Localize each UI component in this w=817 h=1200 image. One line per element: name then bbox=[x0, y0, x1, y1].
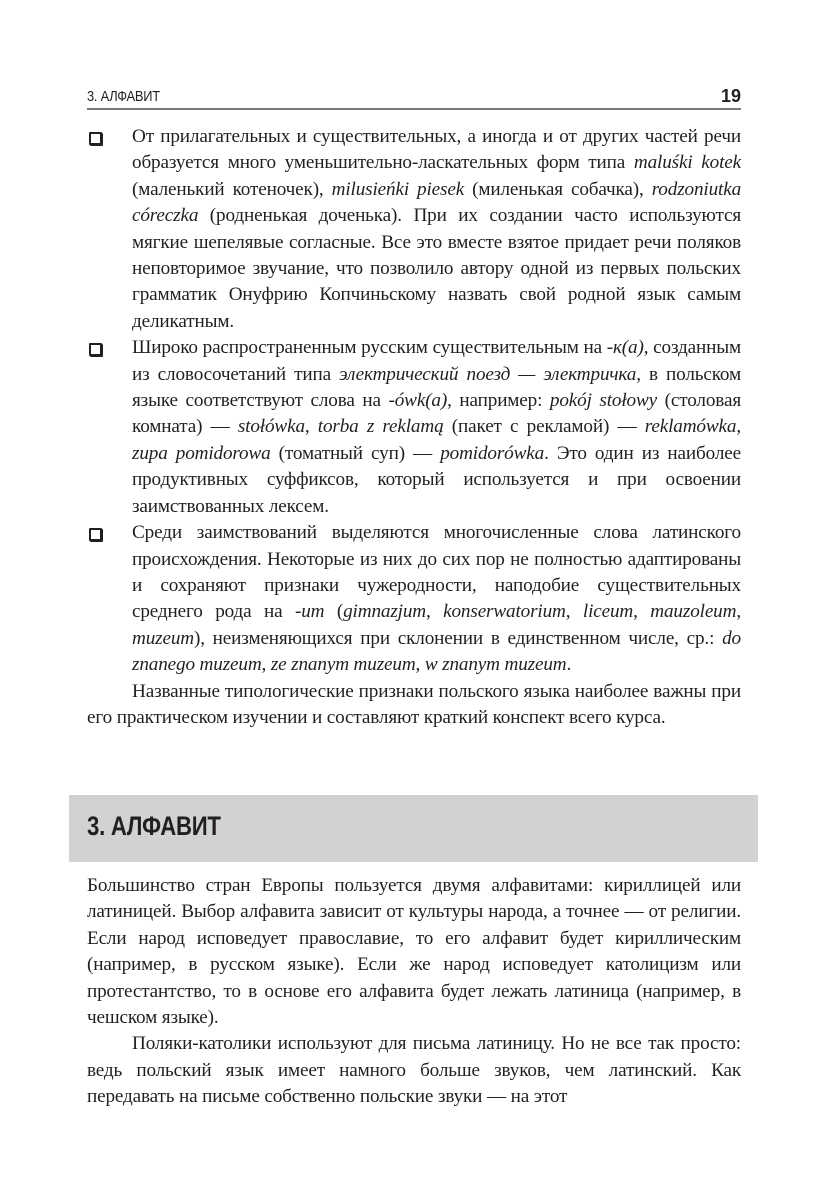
checkbox-bullet-icon bbox=[89, 132, 102, 145]
section-title: 3. АЛФАВИТ bbox=[87, 811, 221, 841]
running-head-title: 3. АЛФАВИТ bbox=[87, 88, 160, 105]
section-paragraph: Поляки-католики используют для письма латиницу. Но не все так просто: ведь польский язык имеет намного больше звуков, чем латинский. Как передавать на письме собственно польские звуки — на этот bbox=[87, 1033, 741, 1108]
bullet-text: Среди заимствований выделяются многочисленные слова латинского происхождения. Некоторые из них до сих пор не полностью адаптированы и сохраняют признаки чужеродности, наподобие существительных среднего рода на -um (gimnazjum, konserwatorium, liceum, mauzoleum, muzeum), неизменяющихся при склонении в единственном числе, ср.: do znanego muzeum, ze znanym muzeum, w znanym muzeum. bbox=[132, 522, 741, 676]
closing-paragraph: Названные типологические признаки польского языка наиболее важны при его практическом изучении и составляют краткий конспект всего курса. bbox=[87, 680, 741, 728]
page-number: 19 bbox=[720, 86, 741, 106]
section-body bbox=[87, 873, 741, 1111]
bullet-item bbox=[87, 335, 741, 520]
section-heading-bar bbox=[69, 795, 758, 862]
bullet-item bbox=[87, 520, 741, 678]
section-paragraph: Большинство стран Европы пользуется двумя алфавитами: кириллицей или латиницей. Выбор алфавита зависит от культуры народа, а точнее — от религии. Если народ исповедует православие, то его алфавит будет кириллическим (например, в русском языке). Если же народ исповедует католицизм или протестантство, то в основе его алфавита будет лежать латиница (например, в чешском языке). bbox=[87, 875, 741, 1029]
checkbox-bullet-icon bbox=[89, 528, 102, 541]
bullet-item bbox=[87, 124, 741, 335]
running-head bbox=[87, 86, 741, 110]
body-text bbox=[87, 124, 741, 731]
bullet-text: Широко распространенным русским существительным на -к(а), созданным из словосочетаний типа электрический поезд — электричка, в польском языке соответствуют слова на -ówk(a), например: pokój stołowy (столовая комната) — stołówka, torba z reklamą (пакет с рекламой) — reklamówka, zupa pomidorowa (томатный суп) — pomidorówka. Это один из наиболее продуктивных суффиксов, который используется и при освоении заимствованных лексем. bbox=[132, 337, 741, 517]
bullet-text: От прилагательных и существительных, а иногда и от других частей речи образуется много уменьшительно-ласкательных форм типа maluśki kotek (маленький котеночек), milusieńki piesek (миленькая собачка), rodzoniutka córeczka (родненькая доченька). При их создании часто используются мягкие шепелявые согласные. Все это вместе взятое придает речи поляков неповторимое звучание, что позволило автору одной из первых польских грамматик Онуфрию Копчиньскому назвать свой родной язык самым деликатным. bbox=[132, 126, 742, 332]
checkbox-bullet-icon bbox=[89, 343, 102, 356]
